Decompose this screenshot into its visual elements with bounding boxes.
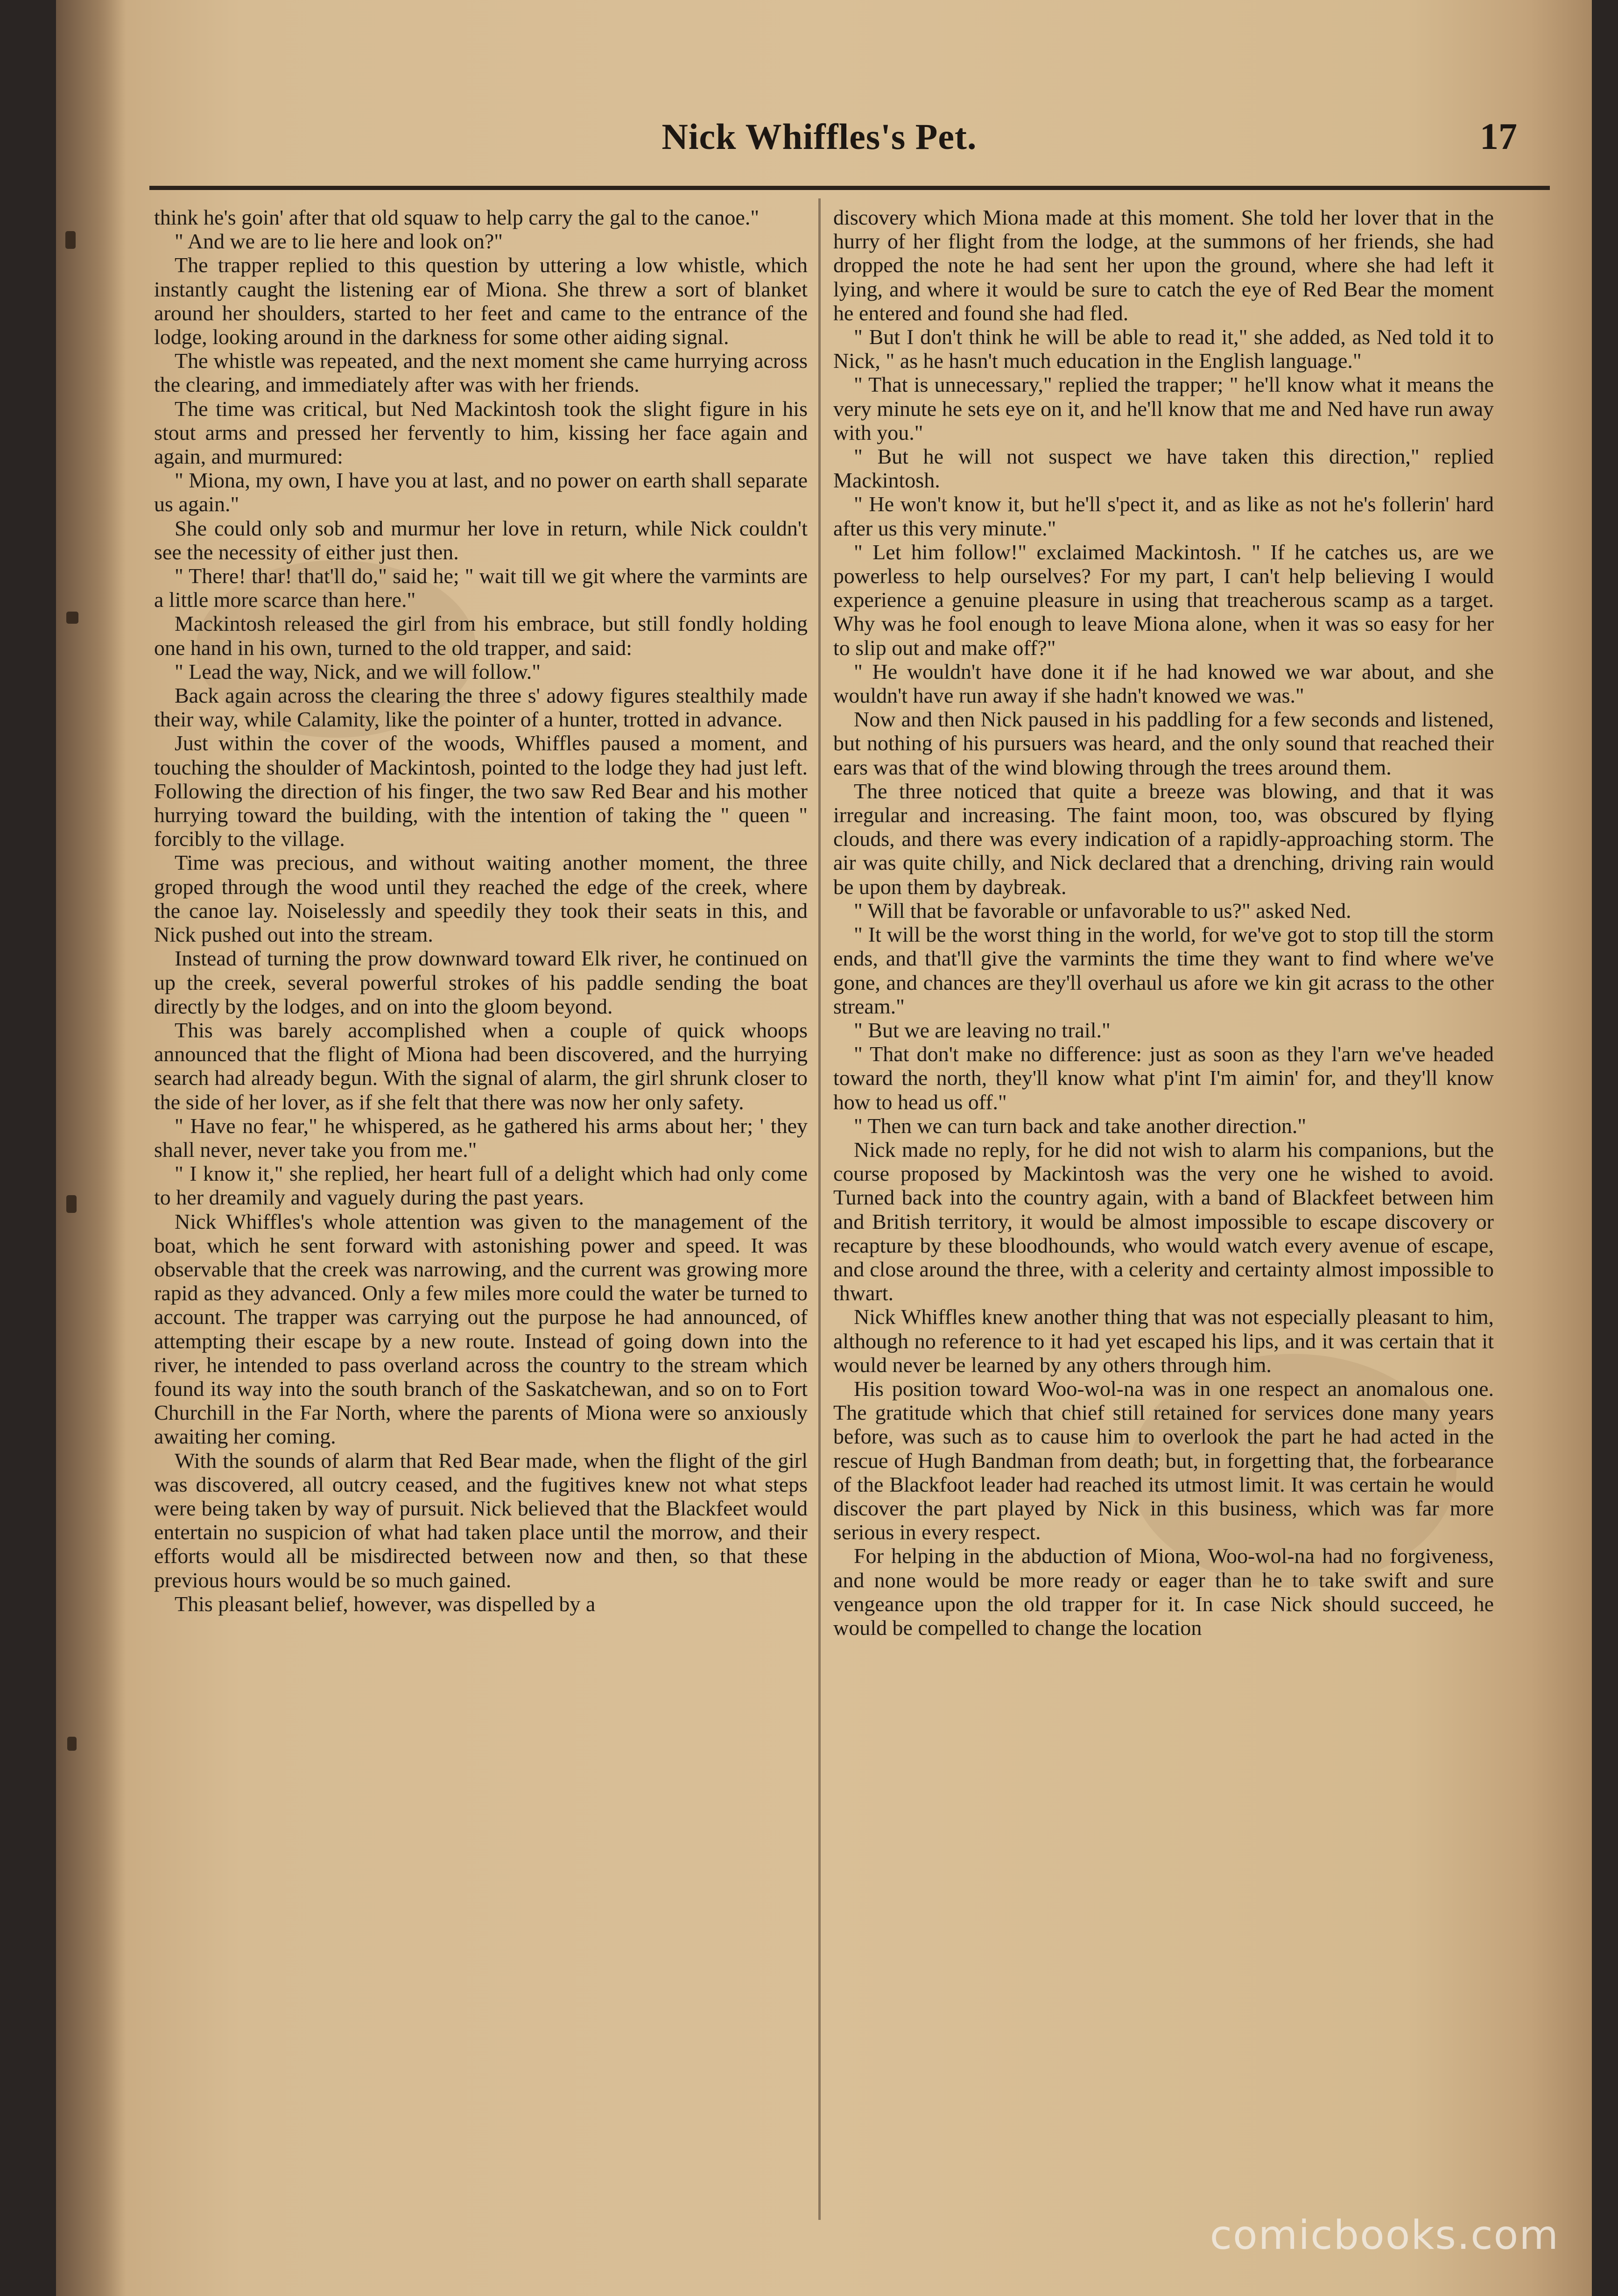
- paragraph: " That is unnecessary," replied the trapper; " he'll know what it means the very minute he sets eye on it, and he'll know that me and Ned have run away with you.": [833, 373, 1494, 444]
- margin-mark: [67, 1737, 77, 1751]
- paragraph: " Let him follow!" exclaimed Mackintosh. " If he catches us, are we powerless to help ourselves? For my part, I can't help believing I would experience a genuine pleasure in using that treacherous scamp as a target. Why was he fool enough to leave Miona alone, when it was so easy for her to slip out and make off?": [833, 540, 1494, 660]
- header-rule: [149, 186, 1550, 190]
- paragraph: Mackintosh released the girl from his embrace, but still fondly holding one hand in his own, turned to the old trapper, and said:: [154, 612, 808, 660]
- paragraph: The three noticed that quite a breeze was blowing, and that it was irregular and increasing. The faint moon, too, was obscured by flying clouds, and there was every indication of a rapidly-approaching storm. The air was quite chilly, and Nick declared that a drenching, driving rain would be upon them by daybreak.: [833, 779, 1494, 899]
- paragraph: Now and then Nick paused in his paddling for a few seconds and listened, but nothing of his pursuers was heard, and the only sound that reached their ears was that of the wind blowing through the trees around them.: [833, 707, 1494, 779]
- paragraph: With the sounds of alarm that Red Bear made, when the flight of the girl was discovered, all outcry ceased, and the fugitives knew not what steps were being taken by way of pursuit. Nick believed that the Blackfeet would entertain no suspicion of what had taken place until the morrow, and their efforts would all be misdirected between now and then, so that these previous hours would be so much gained.: [154, 1448, 808, 1592]
- watermark: comicbooks.com: [1210, 2212, 1559, 2259]
- paragraph: " There! thar! that'll do," said he; " wait till we git where the varmints are a little more scarce than here.": [154, 564, 808, 612]
- paragraph: " Will that be favorable or unfavorable to us?" asked Ned.: [854, 898, 1351, 923]
- paragraph: " But we are leaving no trail.": [854, 1018, 1111, 1042]
- page-number: 17: [1480, 116, 1517, 157]
- book-page: [56, 0, 1592, 2296]
- paragraph: This pleasant belief, however, was dispelled by a: [175, 1592, 596, 1616]
- margin-mark: [66, 1195, 77, 1213]
- paragraph: discovery which Miona made at this moment. She told her lover that in the hurry of her flight from the lodge, at the summons of her friends, she had dropped the note he had sent her upon the ground, where she had left it lying, and where it would be sure to catch the eye of Red Bear the moment he entered and found she had fled.: [833, 205, 1494, 325]
- paragraph: Time was precious, and without waiting another moment, the three groped through the wood until they reached the edge of the creek, where the canoe lay. Noiselessly and speedily they took their seats in this, and Nick pushed out into the stream.: [154, 851, 808, 947]
- page-header: [56, 116, 1592, 172]
- paragraph: " I know it," she replied, her heart full of a delight which had only come to her dreamily and vaguely during the past years.: [154, 1162, 808, 1210]
- paragraph: " That don't make no difference: just as soon as they l'arn we've headed toward the north, they'll know what p'int I'm aimin' for, and they'll know how to head us off.": [833, 1042, 1494, 1114]
- paragraph: She could only sob and murmur her love in return, while Nick couldn't see the necessity of either just then.: [154, 516, 808, 564]
- text-column-left: [154, 205, 808, 2208]
- paragraph: For helping in the abduction of Miona, Woo-wol-na had no forgiveness, and none would be more ready or eager than he to take swift and sure vengeance upon the old trapper for it. In case Nick should succeed, he would be compelled to change the location: [833, 1544, 1494, 1640]
- paragraph: " It will be the worst thing in the world, for we've got to stop till the storm ends, and that'll give the varmints the time they want to find where we've gone, and chances are they'll overhaul us afore we kin git acrass to the other stream.": [833, 923, 1494, 1018]
- page-spine-shadow: [56, 0, 126, 2296]
- paragraph: Nick made no reply, for he did not wish to alarm his companions, but the course proposed by Mackintosh was the very one he wished to avoid. Turned back into the country again, with a band of Blackfeet between him and British territory, it would be almost impossible to escape discovery or recapture by these bloodhounds, who would watch every avenue of escape, and close around the three, with a celerity and certainty almost impossible to thwart.: [833, 1137, 1494, 1305]
- margin-mark: [66, 612, 78, 624]
- paragraph: think he's goin' after that old squaw to help carry the gal to the canoe.": [154, 205, 760, 229]
- paragraph: Nick Whiffles knew another thing that was not especially pleasant to him, although no reference to it had yet escaped his lips, and it was certain that it would never be learned by any others through him.: [833, 1305, 1494, 1377]
- paragraph: " He wouldn't have done it if he had knowed we war about, and she wouldn't have run away if she hadn't knowed we was.": [833, 659, 1494, 708]
- paragraph: " He won't know it, but he'll s'pect it, and as like as not he's follerin' hard after us this very minute.": [833, 492, 1494, 540]
- paragraph: The whistle was repeated, and the next moment she came hurrying across the clearing, and immediately after was with her friends.: [154, 349, 808, 397]
- paragraph: Just within the cover of the woods, Whiffles paused a moment, and touching the shoulder of Mackintosh, pointed to the lodge they had just left. Following the direction of his finger, the two saw Red Bear and his mother hurrying toward the building, with the intention of taking the " queen " forcibly to the village.: [154, 731, 808, 851]
- column-divider: [818, 198, 821, 2220]
- paragraph: " Have no fear," he whispered, as he gathered his arms about her; ' they shall never, never take you from me.": [154, 1113, 808, 1162]
- paragraph: " But he will not suspect we have taken this direction," replied Mackintosh.: [833, 444, 1494, 493]
- paragraph: " Miona, my own, I have you at last, and no power on earth shall separate us again.": [154, 468, 808, 516]
- paragraph: Instead of turning the prow downward toward Elk river, he continued on up the creek, several powerful strokes of his paddle sending the boat directly by the lodges, and on into the gloom beyond.: [154, 946, 808, 1018]
- paragraph: " Lead the way, Nick, and we will follow.": [175, 659, 541, 683]
- paragraph: " And we are to lie here and look on?": [175, 229, 503, 254]
- paragraph: His position toward Woo-wol-na was in one respect an anomalous one. The gratitude which that chief still retained for services done many years before, was such as to cause him to overlook the part he had acted in the rescue of Hugh Bandman from death; but, in forgetting that, the forbearance of the Blackfoot leader had reached its utmost limit. It was certain he would discover the part played by Nick in this business, which was far more serious in every respect.: [833, 1376, 1494, 1544]
- paragraph: The trapper replied to this question by uttering a low whistle, which instantly caught the listening ear of Miona. She threw a sort of blanket around her shoulders, started to her feet and came to the entrance of the lodge, looking around in the darkness for some other aiding signal.: [154, 253, 808, 349]
- margin-mark: [65, 231, 76, 249]
- text-column-right: [833, 205, 1494, 2208]
- running-title: Nick Whiffles's Pet.: [661, 116, 977, 157]
- paragraph: The time was critical, but Ned Mackintosh took the slight figure in his stout arms and pressed her fervently to him, kissing her face again and again, and murmured:: [154, 396, 808, 469]
- paragraph: Back again across the clearing the three s' adowy figures stealthily made their way, while Calamity, like the pointer of a hunter, trotted in advance.: [154, 683, 808, 732]
- paragraph: " But I don't think he will be able to read it," she added, as Ned told it to Nick, " as he hasn't much education in the English language.": [833, 325, 1494, 373]
- paragraph: This was barely accomplished when a couple of quick whoops announced that the flight of Miona had been discovered, and the hurrying search had already begun. With the signal of alarm, the girl shrunk closer to the side of her lover, as if she felt that there was now her only safety.: [154, 1018, 808, 1114]
- paragraph: Nick Whiffles's whole attention was given to the management of the boat, which he sent forward with astonishing power and speed. It was observable that the creek was narrowing, and the current was growing more rapid as they advanced. Only a few miles more could the water be turned to account. The trapper was carrying out the purpose he had announced, of attempting their escape by a new route. Instead of going down into the river, he intended to pass overland across the country to the stream which found its way into the south branch of the Saskatchewan, and so on to Fort Churchill in the Far North, where the parents of Miona were so anxiously awaiting her coming.: [154, 1209, 808, 1449]
- paragraph: " Then we can turn back and take another direction.": [854, 1113, 1307, 1138]
